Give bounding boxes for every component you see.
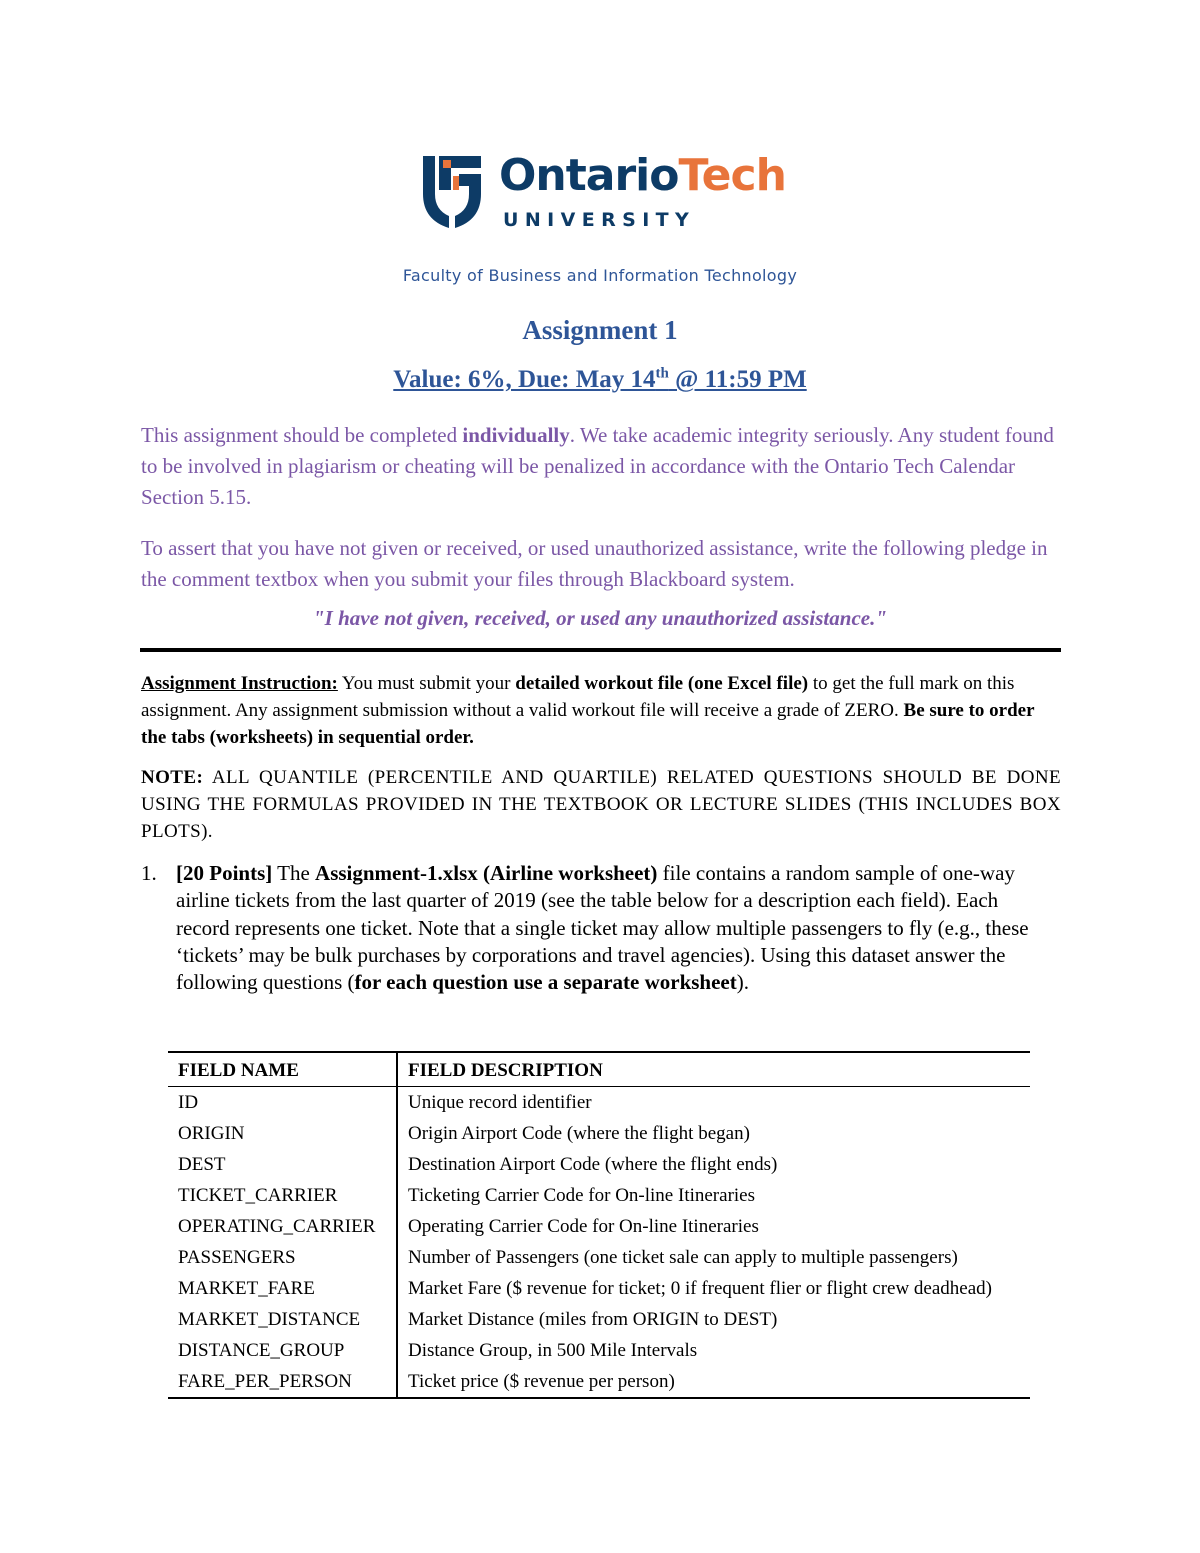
- value-due-main: Value: 6%, Due: May 14: [393, 366, 656, 394]
- field-name-cell: DEST: [168, 1149, 397, 1180]
- question-1-number: 1.: [141, 861, 157, 885]
- pledge-statement: "I have not given, received, or used any unauthorized assistance.": [313, 606, 887, 630]
- field-description-cell: Ticket price ($ revenue per person): [397, 1366, 1030, 1398]
- logo-word-tech: Tech: [678, 150, 786, 201]
- field-name-cell: ID: [168, 1087, 397, 1119]
- table-header-row: [168, 1052, 1030, 1087]
- assignment-instruction: [141, 670, 1061, 751]
- question-1-file: Assignment-1.xlsx (Airline worksheet): [315, 861, 658, 885]
- question-1-text: [176, 860, 1046, 996]
- instruction-text-a: You must submit your: [337, 673, 516, 694]
- value-due-sup: th: [655, 366, 669, 382]
- field-table: [168, 1051, 1030, 1399]
- table-row: [168, 1087, 1030, 1119]
- field-name-cell: FARE_PER_PERSON: [168, 1366, 397, 1398]
- field-description-cell: Distance Group, in 500 Mile Intervals: [408, 1340, 698, 1361]
- field-description-cell: Market Fare ($ revenue for ticket; 0 if frequent flier or flight crew deadhead): [408, 1278, 992, 1299]
- instruction-label: Assignment Instruction:: [141, 673, 338, 694]
- question-1-points: [20 Points]: [176, 861, 273, 885]
- integrity-text-b: . We take academic integrity seriously. Any student found to be involved in plagiarism or cheating will be penalized in accordance with the Ontario Tech Calendar Section 5.15.: [141, 423, 1054, 509]
- logo-university: UNIVERSITY: [503, 209, 696, 231]
- table-row: [168, 1211, 1030, 1242]
- university-logo: [419, 150, 786, 232]
- field-description-cell: Origin Airport Code (where the flight began): [408, 1123, 750, 1144]
- table-row: [168, 1366, 1030, 1398]
- value-due-tail: @ 11:59 PM: [668, 366, 807, 394]
- table-row: [168, 1180, 1030, 1211]
- assignment-title: Assignment 1: [522, 315, 678, 345]
- question-1-bold-end: for each question use a separate worksheet: [354, 970, 737, 995]
- table-row: [168, 1149, 1030, 1180]
- field-description-cell: Destination Airport Code (where the flight ends): [408, 1154, 778, 1175]
- question-1-text-a: The: [272, 861, 316, 885]
- instruction-bold-a: detailed workout file (one Excel file): [515, 673, 809, 694]
- field-description-cell: Ticketing Carrier Code for On-line Itineraries: [408, 1185, 756, 1206]
- field-name-cell: ORIGIN: [168, 1118, 397, 1149]
- logo-wordmark: [499, 148, 786, 204]
- field-name-cell: MARKET_FARE: [168, 1273, 397, 1304]
- field-name-cell: DISTANCE_GROUP: [168, 1335, 397, 1366]
- table-row: [168, 1304, 1030, 1335]
- integrity-paragraph: [141, 420, 1071, 513]
- note-text: ALL QUANTILE (PERCENTILE AND QUARTILE) RELATED QUESTIONS SHOULD BE DONE USING THE FORMULAS PROVIDED IN THE TEXTBOOK OR LECTURE SLIDES (THIS INCLUDES BOX PLOTS).: [141, 767, 1061, 842]
- pledge-instructions: To assert that you have not given or received, or used unauthorized assistance, write the following pledge in the comment textbox when you submit your files through Blackboard system.: [141, 536, 1048, 591]
- table-row: [168, 1242, 1030, 1273]
- field-description-cell: Unique record identifier: [408, 1092, 592, 1113]
- field-description-cell: Number of Passengers (one ticket sale can apply to multiple passengers): [408, 1247, 958, 1268]
- field-name-cell: MARKET_DISTANCE: [168, 1304, 397, 1335]
- logo-word-ontario: Ontario: [499, 150, 679, 201]
- header-field-description: FIELD DESCRIPTION: [397, 1052, 1030, 1087]
- field-name-cell: PASSENGERS: [168, 1242, 397, 1273]
- integrity-text-a: This assignment should be completed: [141, 423, 463, 447]
- faculty-heading: Faculty of Business and Information Technology: [402, 266, 798, 285]
- value-due-line: [0, 366, 1200, 394]
- integrity-bold: individually: [462, 423, 570, 447]
- table-row: [168, 1273, 1030, 1304]
- table-row: [168, 1335, 1030, 1366]
- divider-rule: [140, 648, 1061, 652]
- field-description-cell: Operating Carrier Code for On-line Itineraries: [408, 1216, 759, 1237]
- quantile-note: [141, 764, 1061, 845]
- field-name-cell: OPERATING_CARRIER: [168, 1211, 397, 1242]
- note-label: NOTE:: [141, 767, 204, 788]
- header-field-name: FIELD NAME: [168, 1052, 397, 1087]
- field-description-cell: Market Distance (miles from ORIGIN to DEST): [408, 1309, 778, 1330]
- ontario-tech-shield-icon: [419, 150, 485, 232]
- question-1-text-c: ).: [736, 970, 749, 995]
- table-row: [168, 1118, 1030, 1149]
- question-1-text-b: file contains a random sample of one-way airline tickets from the last quarter of 2019 (see the table below for a description each field). Each record represents one ticket. Note that a single ticket may allow multiple passengers to fly (e.g., these ‘tickets’ may be bulk purchases by corporations and travel agencies). Using this dataset answer the following questions (: [176, 861, 1029, 995]
- field-name-cell: TICKET_CARRIER: [168, 1180, 397, 1211]
- instruction-text-b: to get the full mark on this assignment. Any assignment submission without a valid workout file will receive a grade of ZERO.: [141, 673, 1015, 721]
- instruction-bold-b: Be sure to order the tabs (worksheets) in sequential order.: [141, 700, 1035, 748]
